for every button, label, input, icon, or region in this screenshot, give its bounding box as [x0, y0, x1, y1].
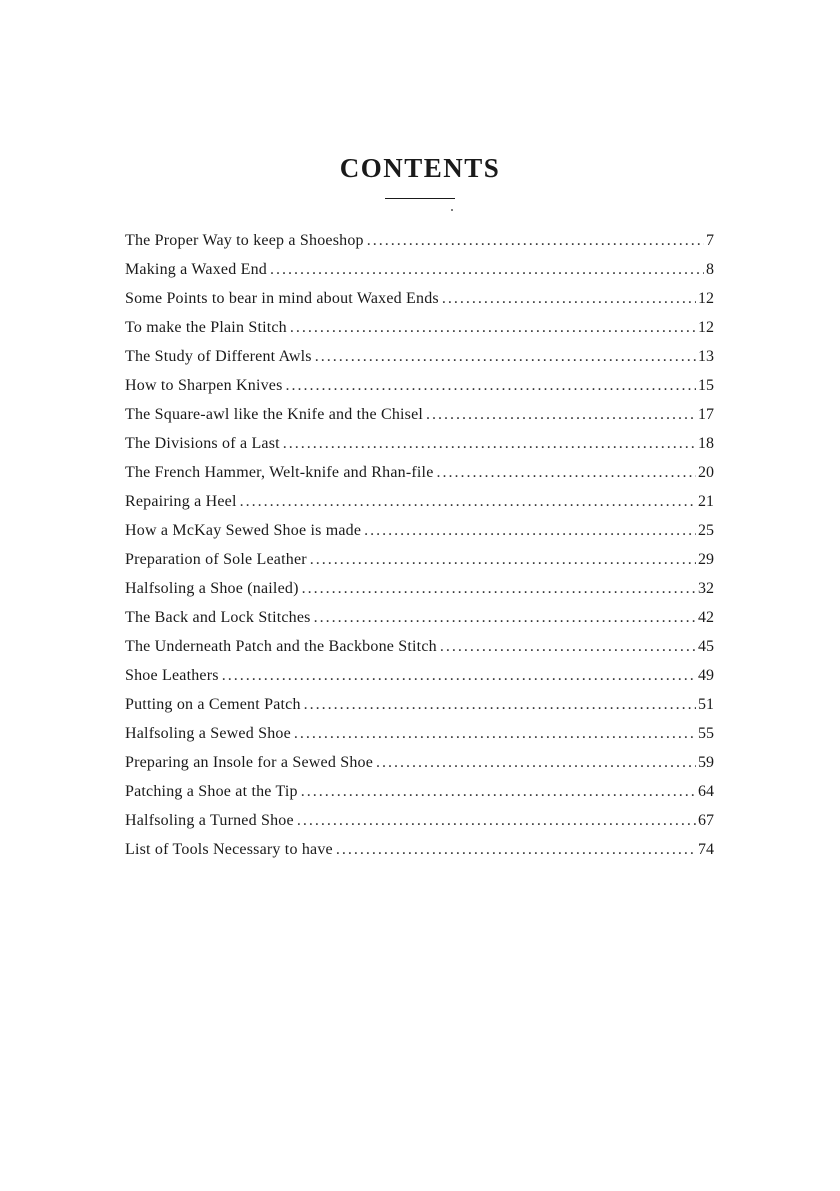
entry-title: Shoe Leathers	[125, 667, 219, 684]
entry-page-number: 17	[698, 406, 714, 423]
dot-leader	[301, 777, 696, 806]
dot-leader	[240, 487, 696, 516]
entry-page-number: 7	[706, 232, 714, 249]
dot-leader	[314, 603, 696, 632]
title-rule	[385, 198, 455, 199]
dot-leader	[283, 429, 696, 458]
entry-title: Making a Waxed End	[125, 261, 267, 278]
entry-title: The Proper Way to keep a Shoeshop	[125, 232, 364, 249]
dot-leader	[270, 255, 704, 284]
dot-leader	[302, 574, 696, 603]
entry-title: Patching a Shoe at the Tip	[125, 783, 298, 800]
dot-leader	[304, 690, 696, 719]
contents-entry	[125, 835, 714, 864]
entry-title: The Study of Different Awls	[125, 348, 312, 365]
contents-entry	[125, 777, 714, 806]
entry-page-number: 12	[698, 319, 714, 336]
entry-page-number: 67	[698, 812, 714, 829]
contents-entry	[125, 748, 714, 777]
dot-leader	[222, 661, 696, 690]
entry-page-number: 55	[698, 725, 714, 742]
entry-page-number: 15	[698, 377, 714, 394]
dot-leader	[442, 284, 696, 313]
contents-entry	[125, 632, 714, 661]
entry-page-number: 45	[698, 638, 714, 655]
dot-leader	[294, 719, 696, 748]
entry-title: The Back and Lock Stitches	[125, 609, 311, 626]
entry-page-number: 13	[698, 348, 714, 365]
entry-title: How to Sharpen Knives	[125, 377, 283, 394]
dot-leader	[437, 458, 697, 487]
dot-leader	[367, 226, 704, 255]
entry-page-number: 74	[698, 841, 714, 858]
dot-leader	[290, 313, 696, 342]
entry-page-number: 20	[698, 464, 714, 481]
contents-entry	[125, 371, 714, 400]
dot-leader	[315, 342, 696, 371]
contents-entry	[125, 545, 714, 574]
entry-page-number: 29	[698, 551, 714, 568]
entry-title: Preparing an Insole for a Sewed Shoe	[125, 754, 374, 771]
entry-title: Some Points to bear in mind about Waxed Ends	[125, 290, 439, 307]
entry-title: Repairing a Heel	[125, 493, 237, 510]
contents-entry	[125, 255, 714, 284]
dot-leader	[336, 835, 696, 864]
contents-entry	[125, 719, 714, 748]
contents-entry	[125, 313, 714, 342]
contents-entry	[125, 603, 714, 632]
contents-entry	[125, 690, 714, 719]
contents-entry	[125, 458, 714, 487]
entry-page-number: 59	[698, 754, 714, 771]
entry-title: To make the Plain Stitch	[125, 319, 287, 336]
dot-leader	[310, 545, 696, 574]
entry-title: The Underneath Patch and the Backbone Stitch	[125, 638, 437, 655]
dot-leader	[376, 748, 696, 777]
dot-leader	[297, 806, 696, 835]
dot-leader	[286, 371, 696, 400]
dot-leader	[426, 400, 696, 429]
entry-title: How a McKay Sewed Shoe is made	[125, 522, 362, 539]
page-title: CONTENTS	[339, 153, 501, 183]
contents-entry	[125, 342, 714, 371]
entry-page-number: 64	[698, 783, 714, 800]
contents-entry	[125, 284, 714, 313]
contents-entry	[125, 574, 714, 603]
dot-leader	[364, 516, 696, 545]
entry-page-number: 32	[698, 580, 714, 597]
contents-entry	[125, 661, 714, 690]
entry-title: Halfsoling a Turned Shoe	[125, 812, 294, 829]
dot-leader	[440, 632, 696, 661]
rule-dot	[451, 209, 453, 211]
contents-list	[125, 226, 714, 864]
entry-page-number: 51	[698, 696, 714, 713]
entry-page-number: 25	[698, 522, 714, 539]
entry-page-number: 49	[698, 667, 714, 684]
contents-entry	[125, 400, 714, 429]
contents-entry	[125, 226, 714, 255]
entry-title: The Square-awl like the Knife and the Chisel	[125, 406, 424, 423]
entry-title: The French Hammer, Welt-knife and Rhan-file	[125, 464, 434, 481]
entry-title: Halfsoling a Shoe (nailed)	[125, 580, 299, 597]
contents-entry	[125, 806, 714, 835]
entry-title: The Divisions of a Last	[125, 435, 280, 452]
entry-title: List of Tools Necessary to have	[125, 841, 333, 858]
entry-title: Putting on a Cement Patch	[125, 696, 301, 713]
entry-title: Halfsoling a Sewed Shoe	[125, 725, 291, 742]
entry-page-number: 21	[698, 493, 714, 510]
contents-entry	[125, 429, 714, 458]
contents-entry	[125, 516, 714, 545]
entry-page-number: 8	[706, 261, 714, 278]
entry-page-number: 18	[698, 435, 714, 452]
entry-title: Preparation of Sole Leather	[125, 551, 307, 568]
entry-page-number: 42	[698, 609, 714, 626]
entry-page-number: 12	[698, 290, 714, 307]
contents-entry	[125, 487, 714, 516]
